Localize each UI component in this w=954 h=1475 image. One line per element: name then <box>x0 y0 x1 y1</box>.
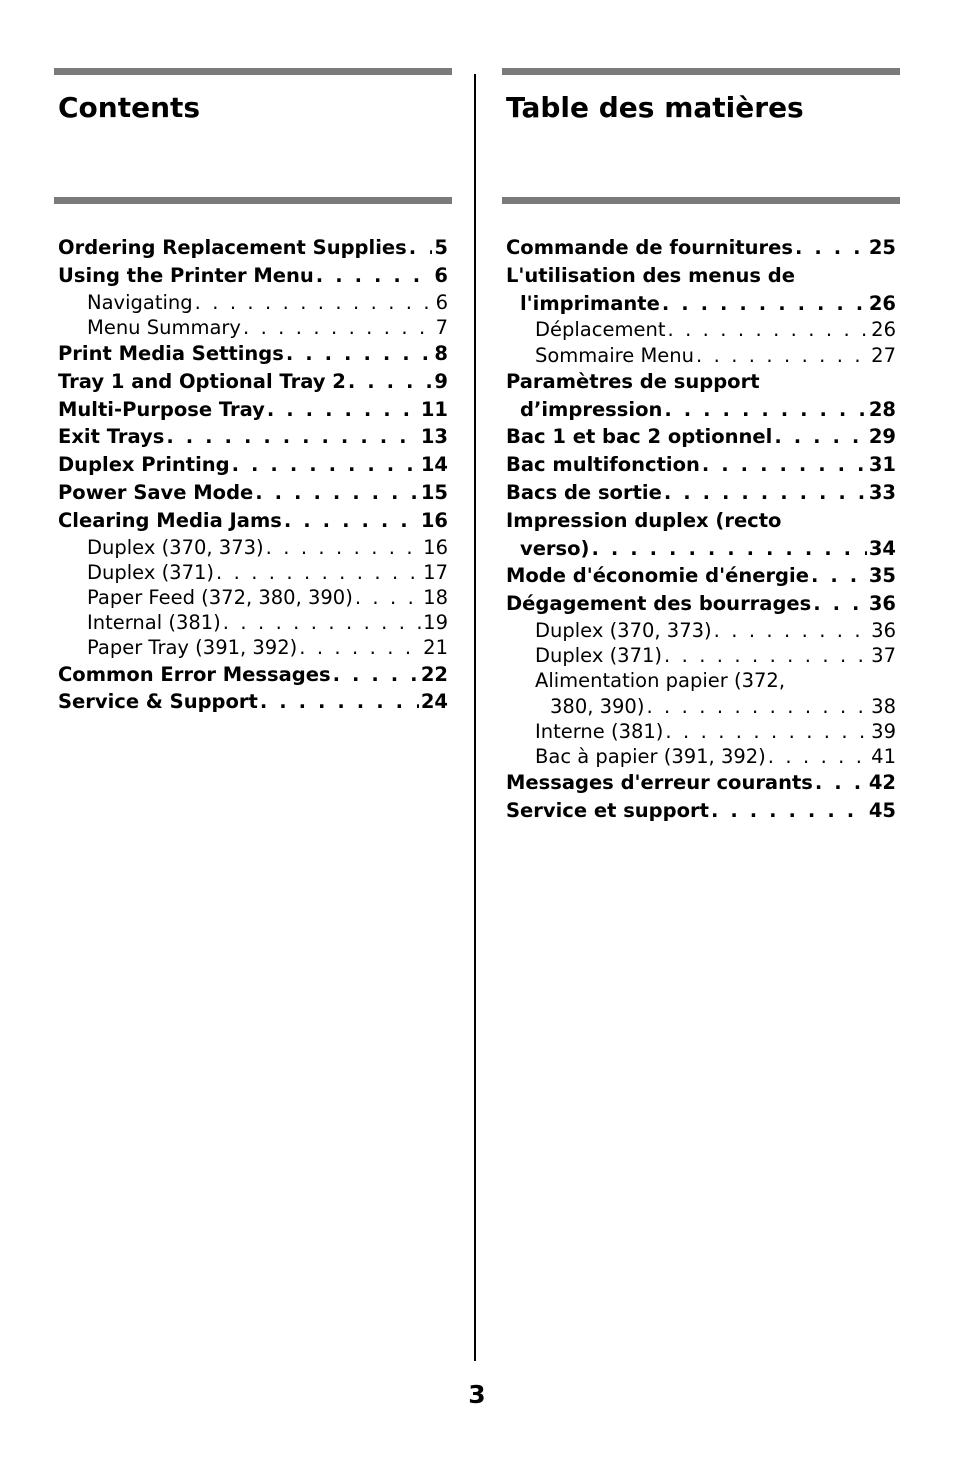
toc-entry-messages-erreur[interactable]: Messages d'erreur courants . . . 42 <box>506 769 896 797</box>
toc-entry-paper-tray[interactable]: Paper Tray (391, 392) . . . 21 <box>58 635 448 660</box>
toc-entry-sommaire-menu[interactable]: Sommaire Menu . . . 27 <box>506 343 896 368</box>
toc-entry-bac-papier[interactable]: Bac à papier (391, 392) . . . 41 <box>506 744 896 769</box>
bottom-rule <box>502 197 900 204</box>
contents-column <box>54 68 452 716</box>
table-des-matieres-toc <box>506 234 896 825</box>
toc-entry-error-messages[interactable]: Common Error Messages . . . 22 <box>58 661 448 689</box>
toc-entry-bac-1[interactable]: Bac 1 et bac 2 optionnel . . . 29 <box>506 423 896 451</box>
toc-entry-mode-economie[interactable]: Mode d'économie d'énergie . . . 35 <box>506 562 896 590</box>
toc-entry-navigating[interactable]: Navigating . . . 6 <box>58 290 448 315</box>
top-rule <box>54 68 452 75</box>
toc-entry-ordering-supplies[interactable]: Ordering Replacement Supplies . . . 5 <box>58 234 448 262</box>
column-divider <box>474 74 476 1361</box>
top-rule <box>502 68 900 75</box>
toc-entry-clearing-jams[interactable]: Clearing Media Jams . . . 16 <box>58 507 448 535</box>
table-des-matieres-title: Table des matières <box>506 91 804 124</box>
toc-entry-impression-duplex[interactable]: Impression duplex (recto verso) . . . 34 <box>506 507 896 563</box>
toc-entry-duplex-371[interactable]: Duplex (371) . . . 17 <box>58 560 448 585</box>
toc-entry-interne[interactable]: Interne (381) . . . 39 <box>506 719 896 744</box>
table-des-matieres-column <box>502 68 900 825</box>
toc-entry-exit-trays[interactable]: Exit Trays . . . 13 <box>58 423 448 451</box>
page-number: 3 <box>468 1380 486 1409</box>
toc-entry-duplex-370[interactable]: Duplex (370, 373) . . . 16 <box>58 535 448 560</box>
toc-entry-bacs-sortie[interactable]: Bacs de sortie . . . 33 <box>506 479 896 507</box>
toc-entry-menu-summary[interactable]: Menu Summary . . . 7 <box>58 315 448 340</box>
toc-entry-print-media-settings[interactable]: Print Media Settings . . . 8 <box>58 340 448 368</box>
toc-entry-alimentation-papier[interactable]: Alimentation papier (372, 380, 390) . . . 38 <box>506 668 896 718</box>
toc-entry-service-et-support[interactable]: Service et support . . . 45 <box>506 797 896 825</box>
toc-entry-duplex-printing[interactable]: Duplex Printing . . . 14 <box>58 451 448 479</box>
toc-entry-deplacement[interactable]: Déplacement . . . 26 <box>506 317 896 342</box>
toc-entry-duplex-371-fr[interactable]: Duplex (371) . . . 37 <box>506 643 896 668</box>
bottom-rule <box>54 197 452 204</box>
toc-entry-parametres-support[interactable]: Paramètres de support d’impression . . . 28 <box>506 368 896 424</box>
toc-entry-multi-purpose-tray[interactable]: Multi-Purpose Tray . . . 11 <box>58 396 448 424</box>
toc-entry-power-save[interactable]: Power Save Mode . . . 15 <box>58 479 448 507</box>
toc-entry-paper-feed[interactable]: Paper Feed (372, 380, 390) . . . 18 <box>58 585 448 610</box>
toc-entry-tray-1[interactable]: Tray 1 and Optional Tray 2 . . . 9 <box>58 368 448 396</box>
toc-entry-commande-fournitures[interactable]: Commande de fournitures . . . 25 <box>506 234 896 262</box>
toc-entry-bac-multifonction[interactable]: Bac multifonction . . . 31 <box>506 451 896 479</box>
toc-entry-menus-imprimante[interactable]: L'utilisation des menus de l'imprimante . . . 26 <box>506 262 896 318</box>
toc-entry-duplex-370-fr[interactable]: Duplex (370, 373) . . . 36 <box>506 618 896 643</box>
toc-entry-printer-menu[interactable]: Using the Printer Menu . . . 6 <box>58 262 448 290</box>
toc-entry-internal[interactable]: Internal (381) . . . 19 <box>58 610 448 635</box>
toc-entry-degagement-bourrages[interactable]: Dégagement des bourrages . . . 36 <box>506 590 896 618</box>
toc-entry-service-support[interactable]: Service & Support . . . 24 <box>58 688 448 716</box>
contents-toc <box>58 234 448 716</box>
contents-title: Contents <box>58 91 201 124</box>
